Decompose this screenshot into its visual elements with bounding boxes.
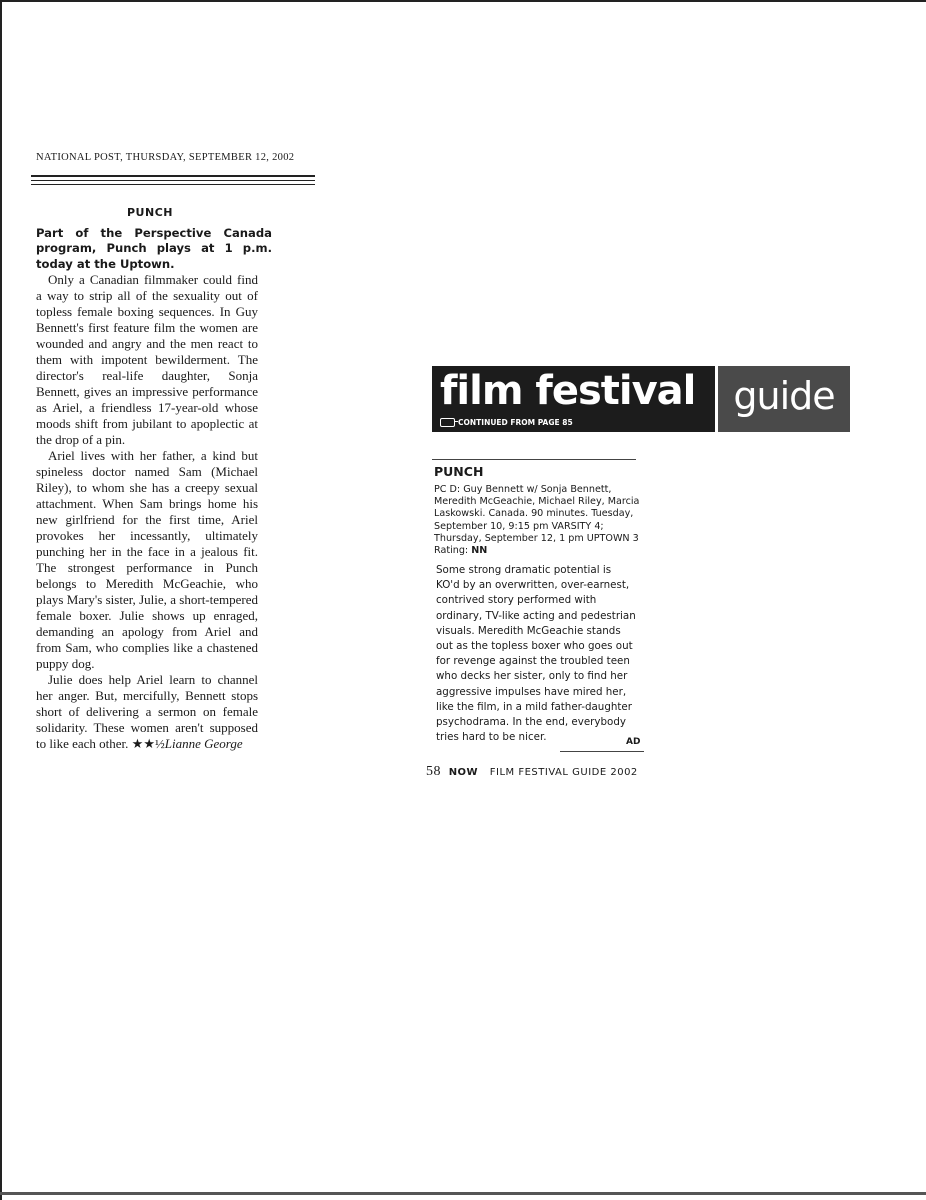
np-byline: Lianne George [164,736,243,751]
national-post-clipping [36,152,318,751]
np-review-heading: PUNCH [127,206,173,219]
np-paragraph: Only a Canadian filmmaker could find a way to strip all of the sexuality out of topless female boxing sequences. In Guy Bennett's first feature film the women are wounded and angry and the men react to them with impotent bewilderment. The director's real-life daughter, Sonja Bennett, gives an impressive performance as Ariel, a friendless 17-year-old whose moods shift from jubilant to apoplectic at the drop of a pin. [36,272,258,447]
ffg-continued-note [440,418,573,427]
ffg-divider [560,751,644,752]
scan-edge-top [0,0,926,2]
ffg-banner-dark [432,366,715,432]
ffg-credits-text: PC D: Guy Bennett w/ Sonja Bennett, Meredith McGeachie, Michael Riley, Marcia Laskowski. Canada. 90 minutes. Tuesday, September 10, 9:15 pm VARSITY 4; Thursday, September 12, 1 pm UPTOWN 3 [434,484,640,544]
ffg-banner-guide: guide [718,366,850,432]
ffg-brand: NOW [448,767,479,778]
ffg-publication: FILM FESTIVAL GUIDE 2002 [489,767,638,778]
np-masthead-rule [31,184,315,185]
np-masthead: NATIONAL POST, THURSDAY, SEPTEMBER 12, 2002 [36,152,295,163]
scan-edge-bottom [0,1192,926,1195]
ffg-rating-value: NN [471,545,488,557]
ffg-reviewer-initials: AD [626,737,641,747]
ffg-review-body: Some strong dramatic potential is KO'd by an overwritten, over-earnest, contrived story performed with ordinary, TV-like acting and pedestrian visuals. Meredith McGeachie stands out as the topless boxer who goes out for revenge against the troubled teen who decks her sister, only to find her aggressive impulses have mired her, like the film, in a mild father-daughter psychodrama. In the end, everybody tries hard to be nicer. [436,564,636,744]
ffg-divider [432,459,636,460]
ffg-review-heading: PUNCH [434,464,484,479]
np-review-intro: Part of the Perspective Canada program, Punch plays at 1 p.m. today at the Uptown. [36,226,272,271]
np-paragraph-text: Julie does help Ariel learn to channel her anger. But, mercifully, Bennett stops short of delivering a sermon on female solidarity. These women aren't supposed to like each other. [36,672,258,751]
ffg-continued-text: CONTINUED FROM PAGE 85 [458,418,573,427]
np-masthead-rule [31,175,315,177]
ffg-rating-label: Rating: [434,545,469,557]
ffg-credits [434,484,642,557]
np-star-rating: ★★½ [131,736,165,751]
ffg-banner-title: film festival [440,368,696,414]
np-review-body [36,272,258,752]
np-paragraph: Ariel lives with her father, a kind but spineless doctor named Sam (Michael Riley), to whom she has a creepy sexual attachment. When Sam brings home his new girlfriend for the first time, Ariel provokes her incessantly, ultimately punching her in the face in a jealous fit. The strongest performance in Punch belongs to Meredith McGeachie, who plays Mary's sister, Julie, a short-tempered female boxer. Julie shows up enraged, demanding an apology from Ariel and from Sam, who complies like a chastened puppy dog. [36,448,258,671]
pointing-hand-icon [440,418,455,427]
np-masthead-rule [31,180,315,181]
ffg-page-number: 58 [426,764,441,779]
ffg-footer [426,764,638,780]
np-paragraph [36,672,258,752]
scan-edge-left [0,0,2,1200]
